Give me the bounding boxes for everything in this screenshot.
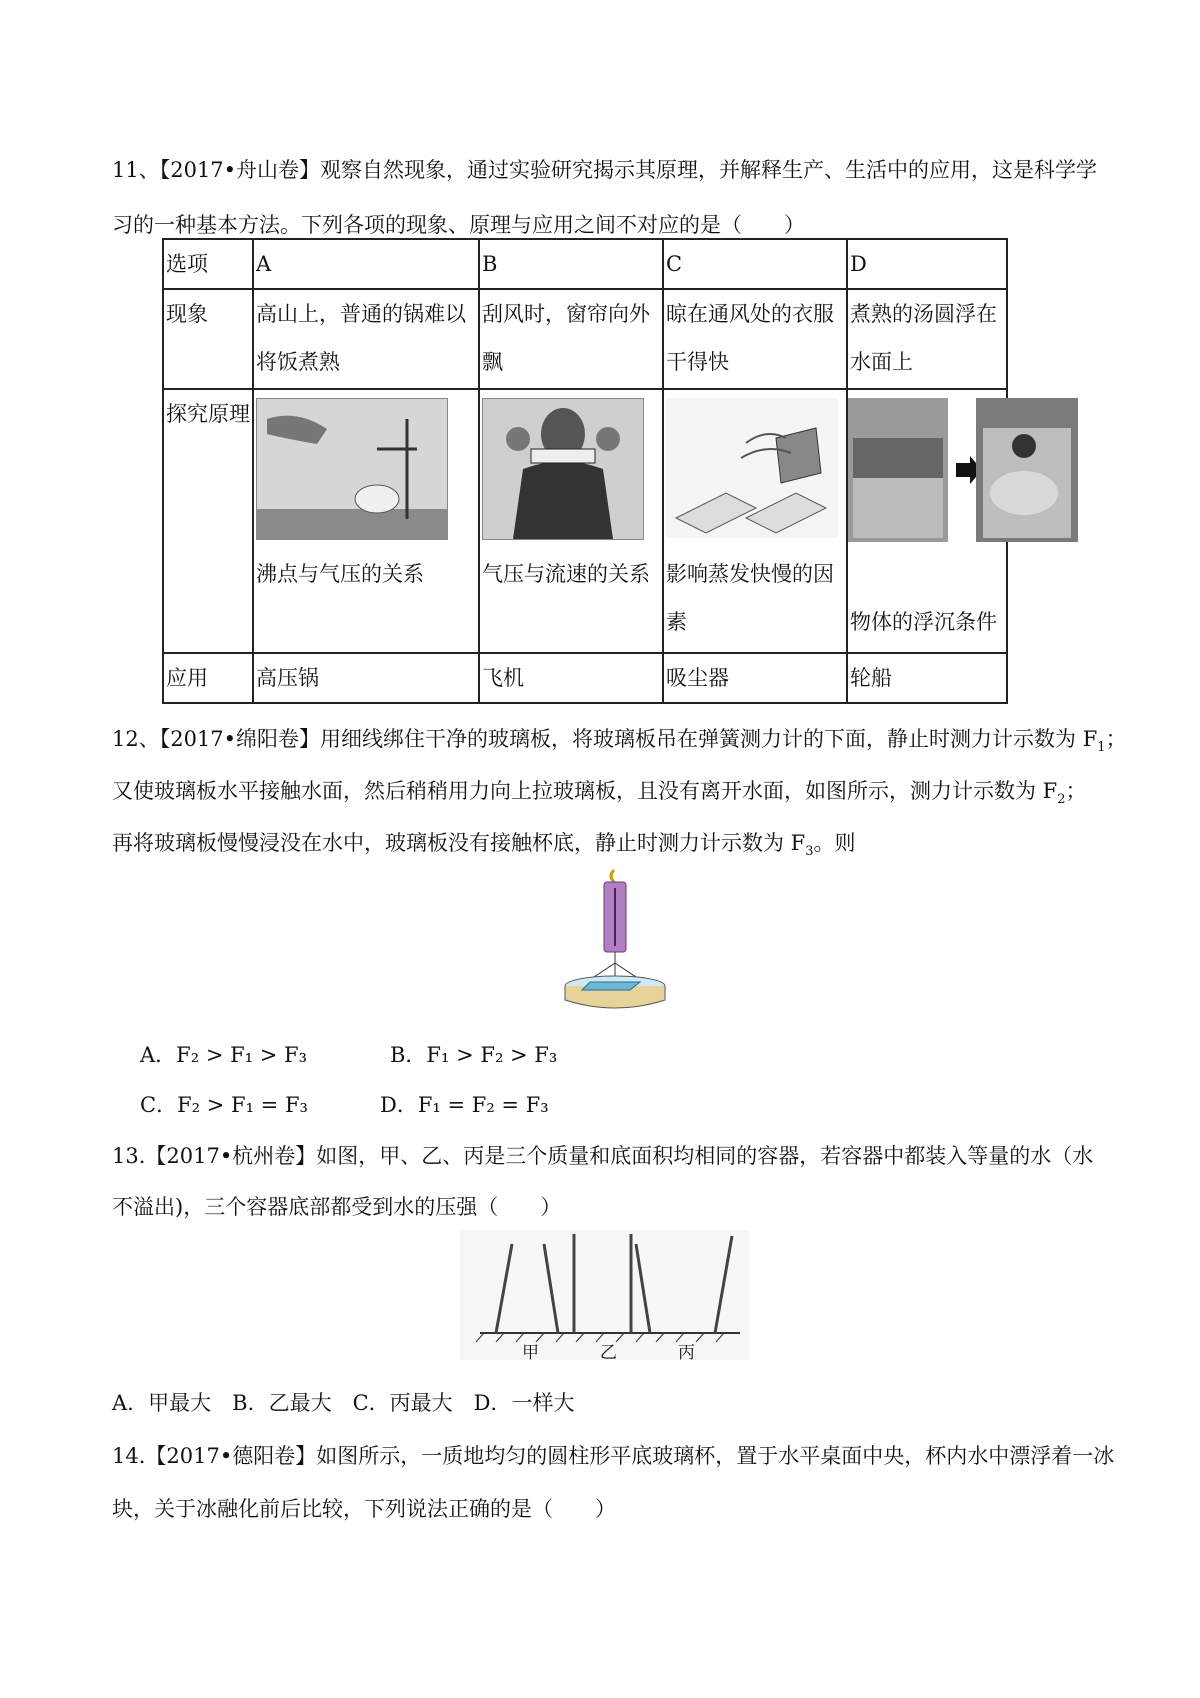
row-label-principle: 探究原理 bbox=[163, 389, 253, 653]
q11-line-1: 11、【2017•舟山卷】观察自然现象，通过实验研究揭示其原理，并解释生产、生活中的应用，这是科学学 bbox=[112, 158, 1098, 182]
q12-line-1 bbox=[112, 724, 1127, 763]
q12-line-2-end: ； bbox=[1065, 779, 1087, 803]
q12-option-b: B．F₁ > F₂ > F₃ bbox=[390, 1043, 558, 1067]
phenomenon-d: 煮熟的汤圆浮在水面上 bbox=[847, 289, 1007, 389]
principle-c bbox=[663, 389, 847, 653]
q13-line-2: 不溢出)，三个容器底部都受到水的压强（ ） bbox=[112, 1195, 562, 1219]
table-row bbox=[163, 653, 1007, 703]
q12-line-2-text: 又使玻璃板水平接触水面，然后稍稍用力向上拉玻璃板，且没有离开水面，如图所示，测力计示数为 F bbox=[112, 779, 1058, 803]
header-a: A bbox=[253, 239, 479, 289]
principle-d-caption: 物体的浮沉条件 bbox=[850, 610, 997, 634]
phenomenon-a: 高山上，普通的锅难以将饭煮熟 bbox=[253, 289, 479, 389]
table-row bbox=[163, 239, 1007, 289]
container-label-bing: 丙 bbox=[678, 1343, 695, 1363]
header-d: D bbox=[847, 239, 1007, 289]
q13-options: A．甲最大 B．乙最大 C．丙最大 D．一样大 bbox=[112, 1391, 575, 1415]
principle-d bbox=[847, 389, 1007, 653]
principle-a bbox=[253, 389, 479, 653]
phenomenon-b: 刮风时，窗帘向外飘 bbox=[479, 289, 663, 389]
q13-line-1: 13.【2017•杭州卷】如图，甲、乙、丙是三个质量和底面积均相同的容器，若容器中都装入等量的水（水 bbox=[112, 1144, 1094, 1168]
row-label-phenomenon: 现象 bbox=[163, 289, 253, 389]
q12-line-2 bbox=[112, 776, 1087, 815]
q12-line-1-sub: 1 bbox=[1097, 740, 1106, 756]
q12-line-3-end: 。则 bbox=[813, 831, 856, 855]
header-c: C bbox=[663, 239, 847, 289]
principle-b bbox=[479, 389, 663, 653]
table-row bbox=[163, 289, 1007, 389]
container-label-yi: 乙 bbox=[600, 1343, 617, 1363]
containers-figure bbox=[460, 1230, 750, 1363]
q12-option-d: D．F₁ = F₂ = F₃ bbox=[380, 1093, 549, 1117]
q12-line-3-sub: 3 bbox=[805, 844, 814, 860]
table-row bbox=[163, 389, 1007, 653]
q11-table bbox=[162, 238, 1008, 704]
phenomenon-c: 晾在通风处的衣服干得快 bbox=[663, 289, 847, 389]
q14-line-1: 14.【2017•德阳卷】如图所示，一质地均匀的圆柱形平底玻璃杯，置于水平桌面中央，杯内水中漂浮着一冰 bbox=[112, 1444, 1115, 1468]
q12-line-1-text: 12、【2017•绵阳卷】用细线绑住干净的玻璃板，将玻璃板吊在弹簧测力计的下面，静止时测力计示数为 F bbox=[112, 727, 1098, 751]
application-a: 高压锅 bbox=[253, 653, 479, 703]
application-d: 轮船 bbox=[847, 653, 1007, 703]
boiling-experiment-photo bbox=[256, 398, 448, 540]
spring-scale-figure bbox=[560, 868, 670, 1018]
q12-line-3-text: 再将玻璃板慢慢浸没在水中，玻璃板没有接触杯底，静止时测力计示数为 F bbox=[112, 831, 806, 855]
q12-line-3 bbox=[112, 828, 856, 867]
container-label-jia: 甲 bbox=[522, 1343, 539, 1363]
header-b: B bbox=[479, 239, 663, 289]
q12-line-1-end: ； bbox=[1105, 727, 1127, 751]
application-c: 吸尘器 bbox=[663, 653, 847, 703]
q12-option-c: C．F₂ > F₁ = F₃ bbox=[140, 1093, 308, 1117]
application-b: 飞机 bbox=[479, 653, 663, 703]
principle-c-caption: 影响蒸发快慢的因素 bbox=[666, 562, 834, 634]
q11-line-2: 习的一种基本方法。下列各项的现象、原理与应用之间不对应的是（ ） bbox=[112, 213, 805, 237]
evaporation-diagram bbox=[666, 398, 838, 538]
paper-blowing-photo bbox=[482, 398, 644, 540]
row-label-application: 应用 bbox=[163, 653, 253, 703]
q14-line-2: 块，关于冰融化前后比较，下列说法正确的是（ ） bbox=[112, 1497, 616, 1521]
q12-line-2-sub: 2 bbox=[1057, 792, 1066, 808]
header-option: 选项 bbox=[163, 239, 253, 289]
float-sink-photo bbox=[848, 398, 1078, 542]
q12-option-a: A．F₂ > F₁ > F₃ bbox=[140, 1043, 308, 1067]
principle-b-caption: 气压与流速的关系 bbox=[482, 562, 650, 586]
principle-a-caption: 沸点与气压的关系 bbox=[256, 562, 424, 586]
